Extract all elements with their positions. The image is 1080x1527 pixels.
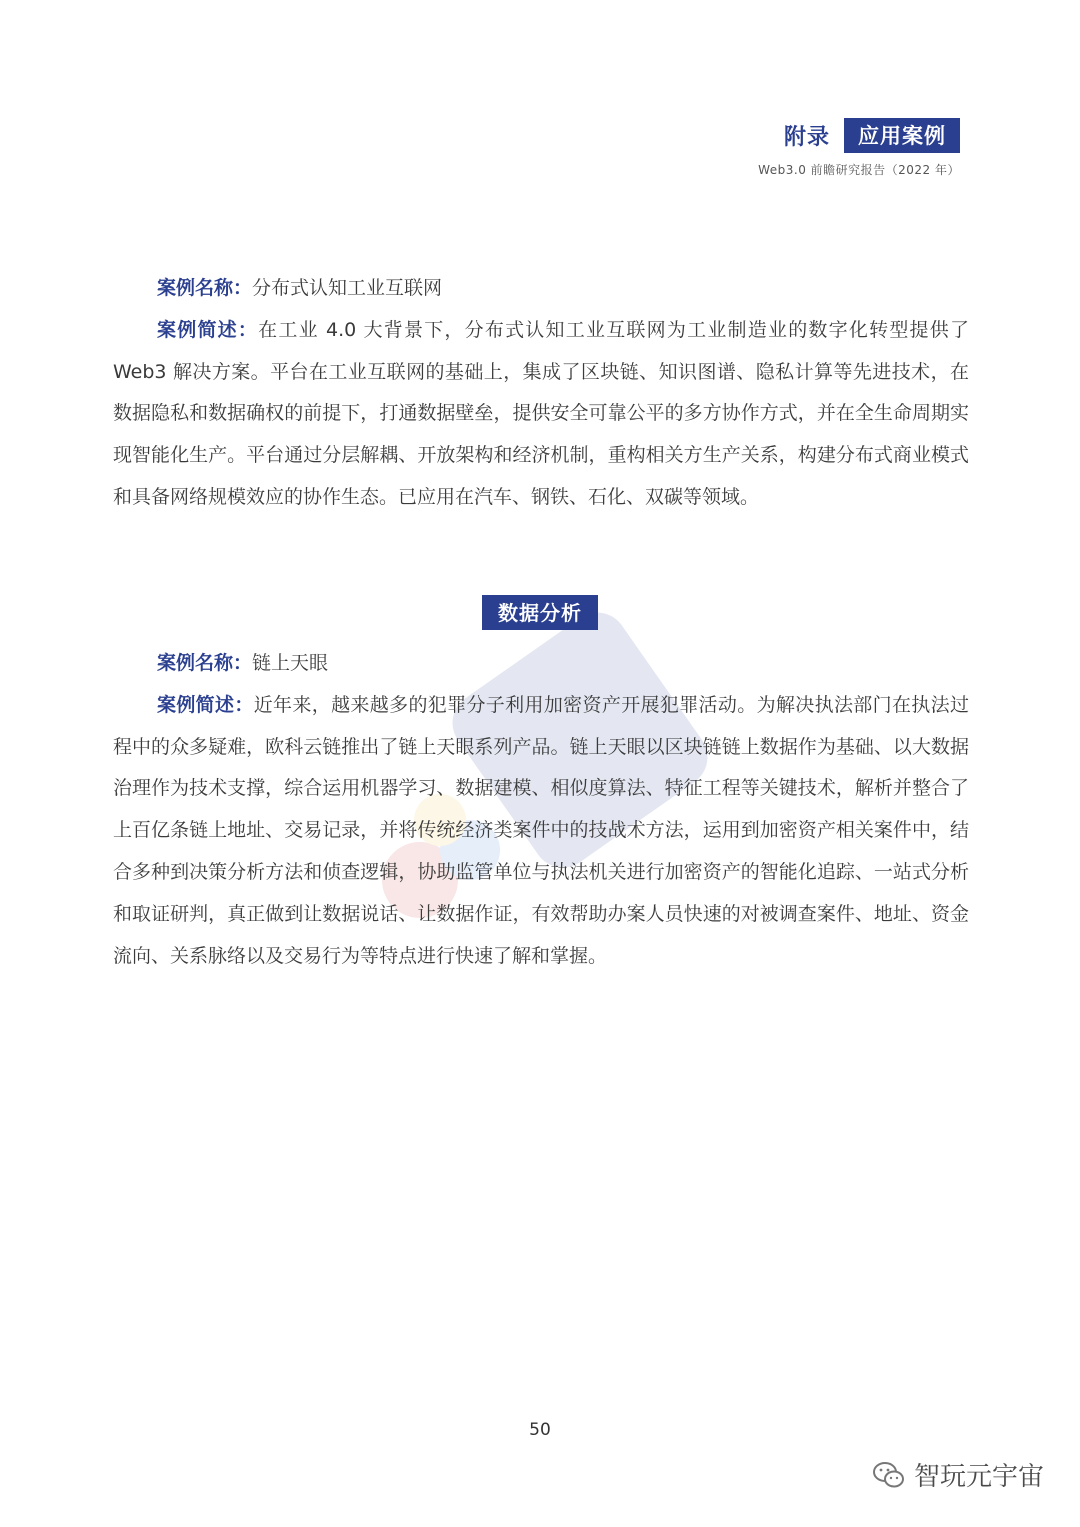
case-name-paragraph xyxy=(113,268,969,310)
case-block-1 xyxy=(113,268,969,519)
case-description-label: 案例简述： xyxy=(157,693,254,716)
page-number: 50 xyxy=(529,1420,551,1440)
appendix-label: 附录 xyxy=(783,125,830,150)
case-name-value: 分布式认知工业互联网 xyxy=(252,277,443,299)
case-description-value: 近年来，越来越多的犯罪分子利用加密资产开展犯罪活动。为解决执法部门在执法过程中的众多疑难，欧科云链推出了链上天眼系列产品。链上天眼以区块链链上数据作为基础、以大数据治理作为技术支撑，综合运用机器学习、数据建模、相似度算法、特征工程等关键技术，解析并整合了上百亿条链上地址、交易记录，并将传统经济类案件中的技战术方法，运用到加密资产相关案件中，结合多种到决策分析方法和侦查逻辑，协助监管单位与执法机关进行加密资产的智能化追踪、一站式分析和取证研判，真正做到让数据说话、让数据作证，有效帮助办案人员快速的对被调查案件、地址、资金流向、关系脉络以及交易行为等特点进行快速了解和掌握。 xyxy=(113,693,969,967)
case-block-2 xyxy=(113,643,969,977)
section-banner-title: 数据分析 xyxy=(482,595,598,630)
header-title-line xyxy=(758,118,960,153)
section-banner xyxy=(0,595,1080,630)
case-name-label: 案例名称： xyxy=(157,652,253,674)
account-name: 智玩元宇宙 xyxy=(913,1462,1044,1492)
case-description-label: 案例简述： xyxy=(157,318,259,341)
case-description-paragraph xyxy=(113,310,969,519)
report-subtitle: Web3.0 前瞻研究报告（2022 年） xyxy=(758,163,960,177)
case-name-value: 链上天眼 xyxy=(252,652,329,674)
case-description-paragraph xyxy=(113,685,969,978)
case-name-paragraph xyxy=(113,643,969,685)
wechat-icon xyxy=(872,1460,906,1490)
section-label: 应用案例 xyxy=(844,118,960,153)
page-header xyxy=(758,118,960,178)
footer-account xyxy=(872,1456,1044,1493)
case-description-value: 在工业 4.0 大背景下，分布式认知工业互联网为工业制造业的数字化转型提供了 Web3 解决方案。平台在工业互联网的基础上，集成了区块链、知识图谱、隐私计算等先进技术，在数据隐私和数据确权的前提下，打通数据壁垒，提供安全可靠公平的多方协作方式，并在全生命周期实现智能化生产。平台通过分层解耦、开放架构和经济机制，重构相关方生产关系，构建分布式商业模式和具备网络规模效应的协作生态。已应用在汽车、钢铁、石化、双碳等领域。 xyxy=(113,318,969,508)
case-name-label: 案例名称： xyxy=(157,277,253,299)
